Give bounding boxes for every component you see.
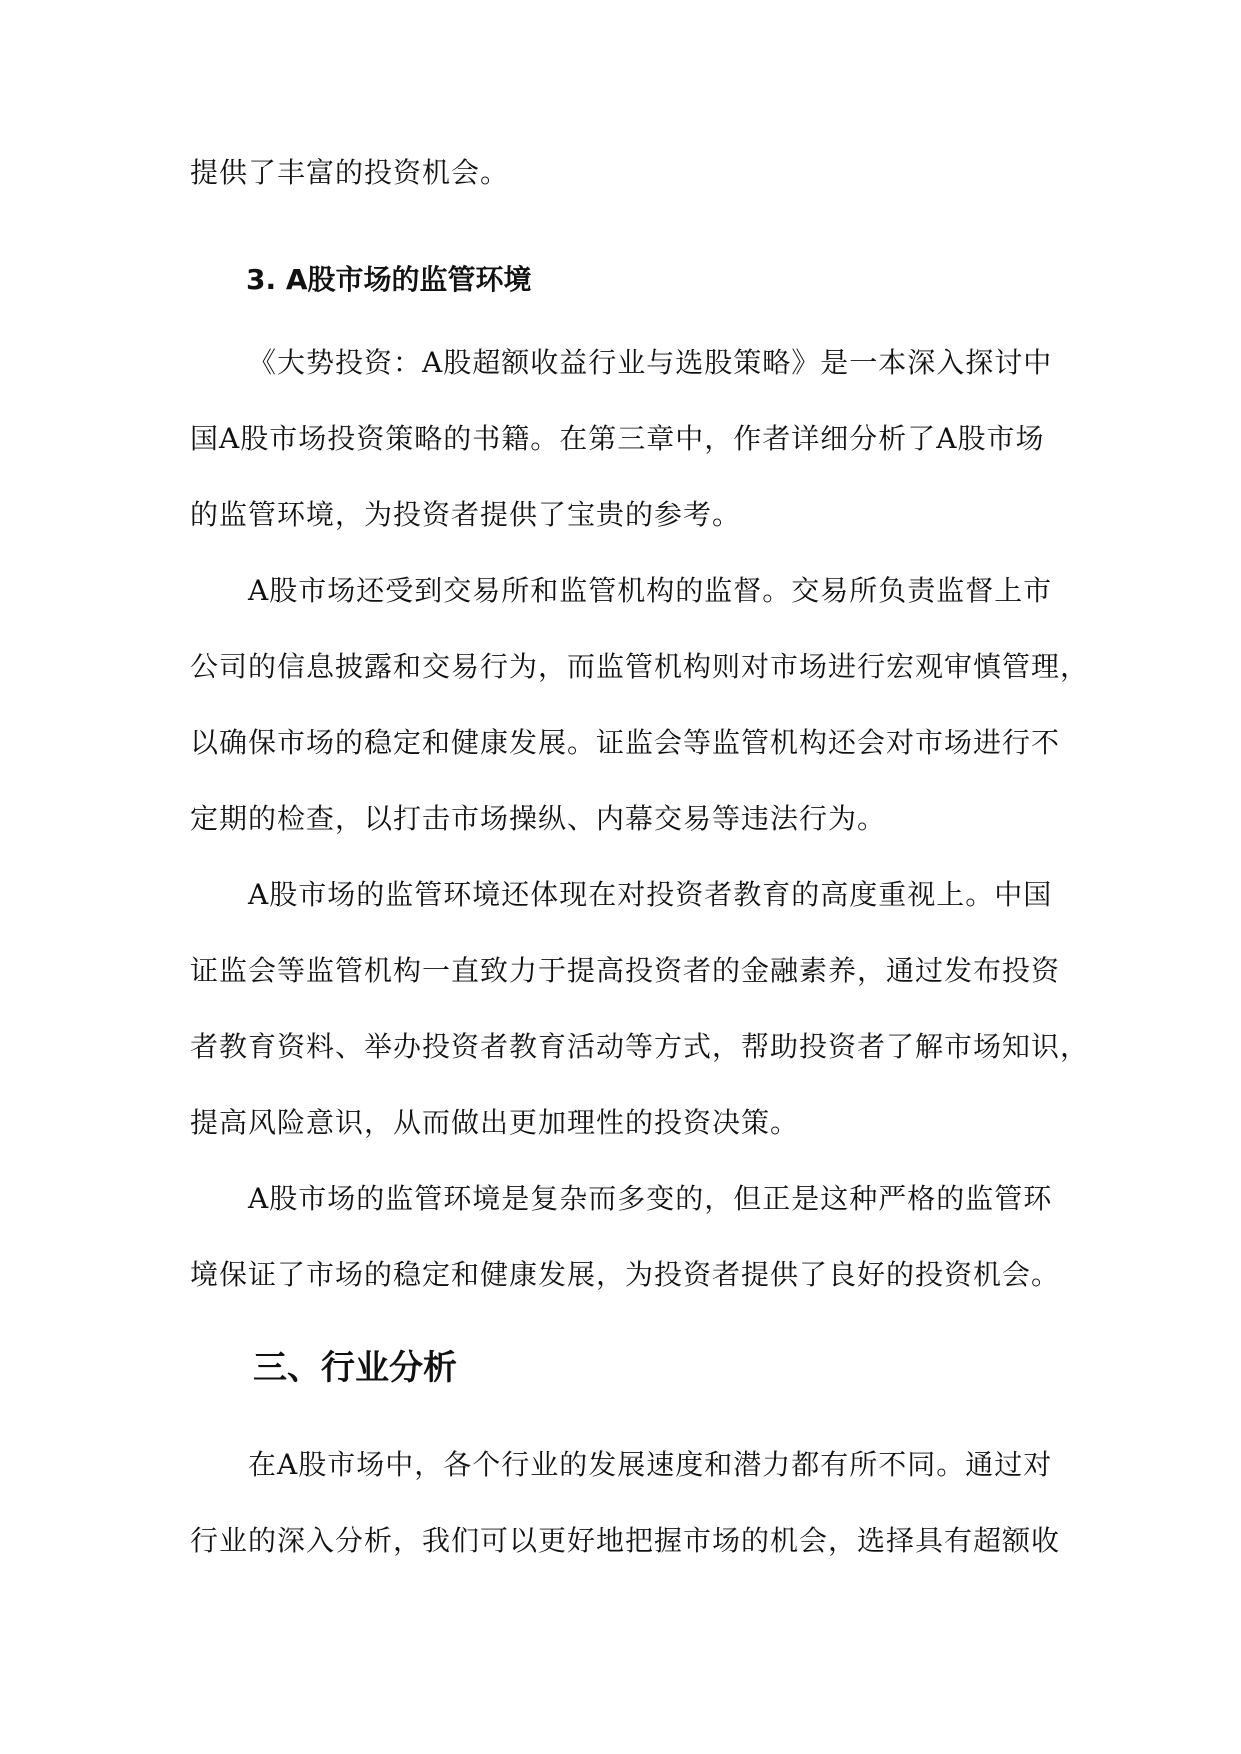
text-line: 以确保市场的稳定和健康发展。证监会等监管机构还会对市场进行不: [190, 726, 1061, 759]
paragraph-industry-intro: [190, 1427, 1060, 1579]
paragraph-investor-education: [190, 857, 1090, 1161]
text-line: A股市场的监管环境是复杂而多变的，但正是这种严格的监管环: [248, 1182, 1053, 1215]
text-line: A股市场还受到交易所和监管机构的监督。交易所负责监督上市: [248, 574, 1053, 607]
text-line: 境保证了市场的稳定和健康发展，为投资者提供了良好的投资机会。: [190, 1258, 1061, 1291]
text-line: 国A股市场投资策略的书籍。在第三章中，作者详细分析了A股市场: [190, 422, 1045, 455]
text-line: 《大势投资：A股超额收益行业与选股策略》是一本深入探讨中: [248, 346, 1053, 379]
paragraph-regulatory-summary: [190, 1161, 1060, 1313]
text-line: 证监会等监管机构一直致力于提高投资者的金融素养，通过发布投资: [190, 954, 1061, 987]
text-line: 行业的深入分析，我们可以更好地把握市场的机会，选择具有超额收: [190, 1524, 1061, 1557]
section-heading-industry-analysis: 三、行业分析: [253, 1348, 457, 1388]
paragraph-exchange-supervision: [190, 553, 1090, 857]
text-line: A股市场的监管环境还体现在对投资者教育的高度重视上。中国: [248, 878, 1053, 911]
paragraph-book-intro: [190, 325, 1060, 553]
text-line: 的监管环境，为投资者提供了宝贵的参考。: [190, 498, 742, 531]
text-line: 提高风险意识，从而做出更加理性的投资决策。: [190, 1106, 800, 1139]
section-heading-3: 3. A股市场的监管环境: [246, 263, 532, 296]
text-line: 定期的检查，以打击市场操纵、内幕交易等违法行为。: [190, 802, 887, 835]
paragraph-continuation: [190, 135, 1060, 211]
text-line: 提供了丰富的投资机会。: [190, 156, 510, 189]
text-line: 公司的信息披露和交易行为，而监管机构则对市场进行宏观审慎管理，: [190, 650, 1090, 683]
text-line: 在A股市场中，各个行业的发展速度和潜力都有所不同。通过对: [248, 1448, 1053, 1481]
text-line: 者教育资料、举办投资者教育活动等方式，帮助投资者了解市场知识，: [190, 1030, 1090, 1063]
